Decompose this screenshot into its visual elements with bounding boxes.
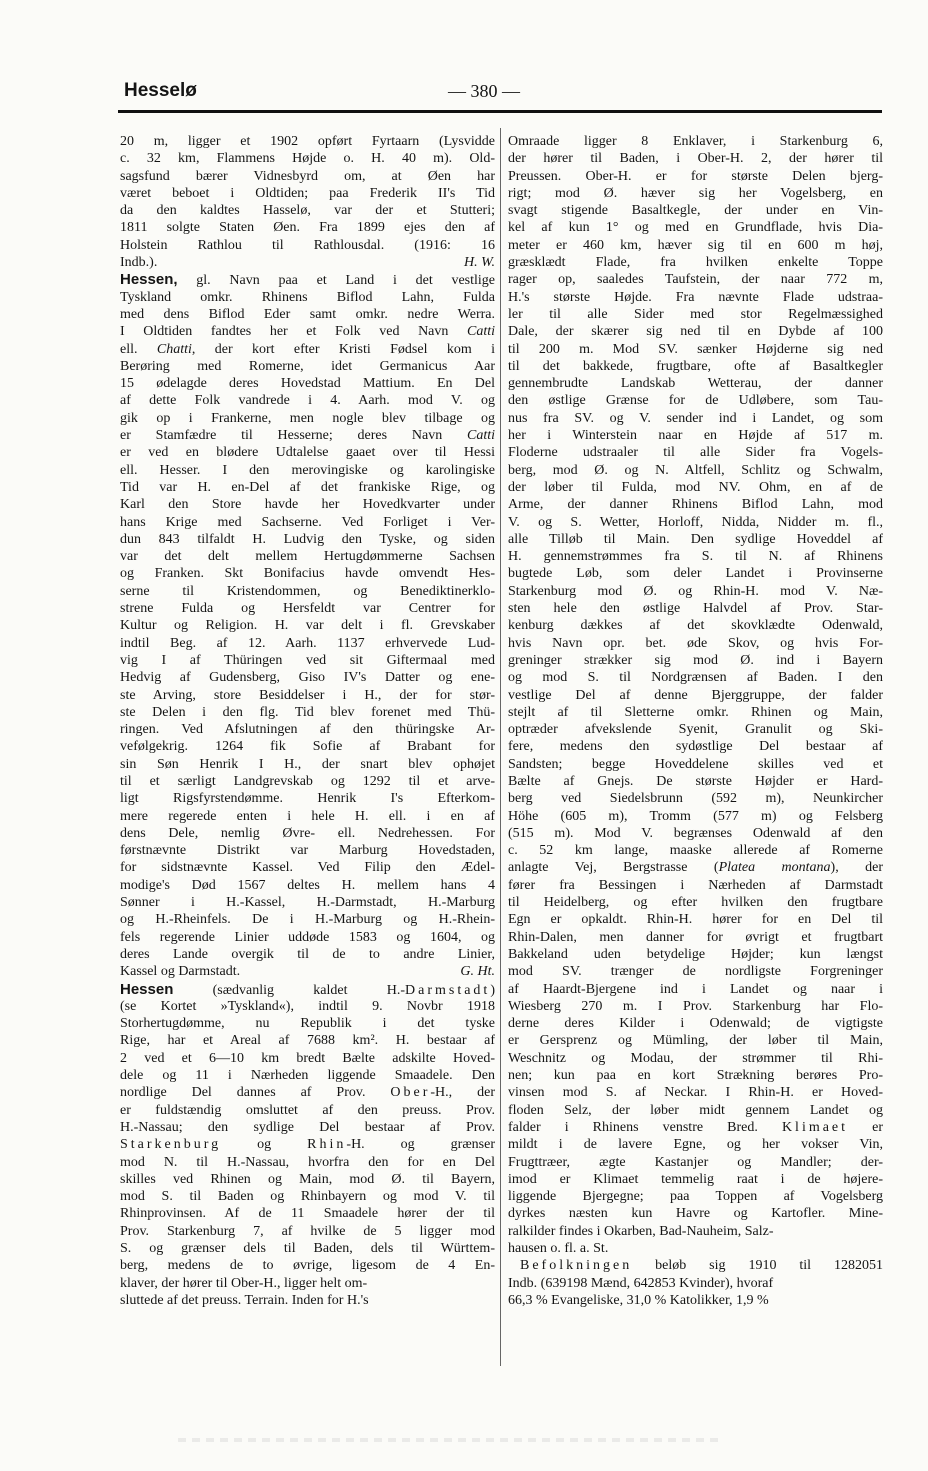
text-line: I Oldtiden fandtes her et Folk ved Navn Catti	[120, 324, 495, 340]
text-line: H.-Nassau; den sydlige Del bestaar af Prov.	[120, 1119, 495, 1135]
text-line: H. gennemstrømmes fra S. til N. af Rhinens	[508, 549, 883, 565]
text-line: serne til Kristendommen, og Benediktinerklo-	[120, 583, 495, 599]
text-line: indtil Beg. af 12. Aarh. 1137 erhvervede Lud-	[120, 635, 495, 651]
text-line: Rhin-Dalen, men danner for øvrigt et frugtbart	[508, 929, 883, 945]
text-line: kel af kun 1° og med en Grundflade, hvis Dia-	[508, 220, 883, 236]
text-line: dele og 11 i Nærheden liggende Smaadele. Den	[120, 1068, 495, 1084]
text-line: græsklædt Flade, fra hvilken enkelte Toppe	[508, 255, 883, 271]
text-line: er fuldstændig omsluttet af den preuss. Prov.	[120, 1102, 495, 1118]
text-line: nordlige Del dannes af Prov. Ober-H., der	[120, 1085, 495, 1101]
text-line: Dale, der skærer sig ned til en Dybde af 100	[508, 324, 883, 340]
text-line: Storhertugdømme, nu Republik i det tyske	[120, 1016, 495, 1032]
text-line: Tyskland omkr. Rhinens Biflod Lahn, Fulda	[120, 289, 495, 305]
text-line: hvis Navn opr. bet. øde Skov, og hvis For-	[508, 635, 883, 651]
text-line: Höhe (605 m), Tromm (577 m) og Felsberg	[508, 808, 883, 824]
text-line: sagsfund bærer Vidnesbyrd om, at Øen har	[120, 168, 495, 184]
text-line: gik op i Frankerne, men nogle blev tilbage og	[120, 410, 495, 426]
text-line: og H.-Rheinfels. De i H.-Marburg og H.-Rhein-	[120, 912, 495, 928]
text-line: floden Selz, der løber midt gennem Landet og	[508, 1102, 883, 1118]
text-line: 15 ødelagde deres Hovedstad Mattium. En Del	[120, 376, 495, 392]
text-line: Wiesberg 270 m. I Prov. Starkenburg har Flo-	[508, 998, 883, 1014]
text-line: Hedvig af Gudensberg, Giso IV's Datter og ene-	[120, 670, 495, 686]
text-line: dun 843 tilfaldt H. Ludvig den Tyske, og siden	[120, 531, 495, 547]
text-line: svagt stigende Basaltkegle, der under en Vin-	[508, 203, 883, 219]
text-line: mildt i de lavere Egne, og her vokser Vin,	[508, 1137, 883, 1153]
text-line: til 200 m. Mod SV. sænker Højderne sig ned	[508, 341, 883, 357]
text-line: 66,3 % Evangeliske, 31,0 % Katolikker, 1,9 %	[508, 1292, 769, 1308]
text-line: med dens Biflod Eder samt omkr. nedre Werra.	[120, 306, 495, 322]
column-divider	[500, 128, 501, 1366]
text-line: stejlt af til Sletterne omkr. Rhinen og Main,	[508, 704, 883, 720]
text-line: greninger strækker sig mod Ø. ind i Bayern	[508, 652, 883, 668]
text-line: imod er Klimaet temmelig raat i de højere-	[508, 1171, 883, 1187]
text-line: liggende Bjergegne; paa Toppen af Vogelsberg	[508, 1189, 883, 1205]
text-line: kenburg dækkes af det skovklædte Odenwald,	[508, 618, 883, 634]
text-line: strene Fulda og Hersfeldt var Centrer for	[120, 601, 495, 617]
text-line: Holstein Rathlou til Rathlousdal. (1916: 16	[120, 237, 495, 253]
text-line: mere regerede enten i hele H. ell. i en af	[120, 808, 495, 824]
text-line: 20 m, ligger et 1902 opført Fyrtaarn (Lysvidde	[120, 134, 495, 149]
text-line: af dette Folk vandrede i 4. Aarh. mod V. og	[120, 393, 495, 409]
text-line: fere, medens den sydøstlige Del bestaar af	[508, 739, 883, 755]
text-line: ell. Hesser. I den merovingiske og karolingiske	[120, 462, 495, 478]
text-line: 1811 solgte Staten Øen. Fra 1899 ejes den af	[120, 220, 495, 236]
text-line: meter er 460 km, hæver sig til en 600 m høj,	[508, 237, 883, 253]
left-column	[120, 133, 495, 1309]
text-line: der hører til Baden, i Ober-H. 2, der hører til	[508, 151, 883, 167]
text-line: 2 ved et 6—10 km bredt Bælte adskilte Hoved-	[120, 1050, 495, 1066]
text-line: ringen. Ved Afslutningen af den thüringske Ar-	[120, 722, 495, 738]
text-line: sin Søn Henrik I H., der snart blev ophøjet	[120, 756, 495, 772]
text-line: Weschnitz og Modau, der strømmer til Rhi-	[508, 1050, 883, 1066]
text-line: til Heidelberg, og efter hvilken den frugtbare	[508, 895, 883, 911]
text-line: ligt Rigsfyrstendømme. Henrik I's Efterkom-	[120, 791, 495, 807]
text-line: Berøring med Romerne, idet Germanicus Aar	[120, 358, 495, 374]
text-line: H.'s største Højde. Fra nævnte Flade udstraa-	[508, 289, 883, 305]
text-line: Starkenburg mod Ø. og Rhin-H. mod V. Næ-	[508, 583, 883, 599]
text-line: ler til alle Sider med stor Regelmæssighed	[508, 306, 883, 322]
text-line: rigt; mod Ø. hæver sig her Vogelsberg, en	[508, 185, 883, 201]
page-number: — 380 —	[448, 81, 520, 101]
text-line: mod SV. trænger de nordligste Forgreninger	[508, 964, 883, 980]
text-line: Prov. Starkenburg 7, af hvilke de 5 ligger mod	[120, 1223, 495, 1239]
text-line: vestlige Del af denne Bjerggruppe, der falder	[508, 687, 883, 703]
text-line: fører fra Bessingen i Nærheden af Darmstadt	[508, 877, 883, 893]
text-line: Sønner i H.-Kassel, H.-Darmstadt, H.-Marburg	[120, 895, 495, 911]
text-line: alle Tilløb til Main. Den sydlige Hoveddel af	[508, 531, 883, 547]
text-line: og Franken. Skt Bonifacius havde omvendt Hes-	[120, 566, 495, 582]
text-line: klaver, der hører til Ober-H., ligger helt om-	[120, 1275, 368, 1291]
text-line: ste Arving, store Besiddelser i H., der for stør-	[120, 687, 495, 703]
text-line: anlagte Vej, Bergstrasse (Platea montana), der	[508, 860, 883, 876]
bottom-scan-artifact	[178, 1438, 718, 1442]
text-line: den østlige Grænse for de Udløbere, som Tau-	[508, 393, 883, 409]
text-line: Bakkeland uden betydelige Højder; kun længst	[508, 946, 883, 962]
text-line: Arme, der danner Rhinens Biflod Lahn, mod	[508, 497, 883, 513]
text-line: vinsen mod S. af Neckar. I Rhin-H. er Hoved-	[508, 1085, 883, 1101]
text-line: Indb. (639198 Mænd, 642853 Kvinder), hvoraf	[508, 1275, 774, 1291]
text-line: dyrkes næsten kun Havre og Kartofler. Mine-	[508, 1206, 883, 1222]
text-line: mod S. til Baden og Rhinbayern og mod V. til	[120, 1189, 495, 1205]
text-line: Kultur og Religion. H. var delt i fl. Grevskaber	[120, 618, 495, 634]
text-line: Kassel og Darmstadt. G. Ht.	[120, 964, 495, 980]
text-line: Frugttræer, ægte Kastanjer og Mandler; der-	[508, 1154, 883, 1170]
text-line: Starkenburg og Rhin-H. og grænser	[120, 1137, 495, 1153]
text-line: nen; kun paa en kort Strækning berøres Pro-	[508, 1068, 883, 1084]
text-line: (se Kortet »Tyskland«), indtil 9. Novbr 1918	[120, 998, 495, 1014]
text-line: Egn er opkaldt. Rhin-H. hører for en Del til	[508, 912, 883, 928]
text-line: derne deres Kilder i Odenwald; de vigtigste	[508, 1016, 883, 1032]
text-line: (515 m). Mod V. begrænses Odenwald af den	[508, 825, 883, 841]
text-line: hausen o. fl. a. St.	[508, 1241, 609, 1256]
text-line: Indb.). H. W.	[120, 255, 495, 271]
text-line: S. og grænser dels til Baden, dels til Württem-	[120, 1241, 495, 1256]
text-line: er Stamfædre til Hesserne; deres Navn Catti	[120, 428, 495, 444]
right-column	[508, 133, 883, 1309]
text-line: været beboet i Oldtiden; paa Frederik II's Tid	[120, 185, 495, 201]
text-line: Karl den Store havde her Hovedkvarter under	[120, 497, 495, 513]
text-line: førstnævnte Distrikt var Marburg Hovedstaden,	[120, 843, 495, 859]
text-line: for sidstnævnte Kassel. Ved Filip den Ædel-	[120, 860, 495, 876]
text-line: her i Winterstein naar en Højde af 517 m.	[508, 428, 883, 444]
text-line: Floderne udstraaler til alle Sider fra Vogels-	[508, 445, 883, 461]
text-line: modige's Død 1567 deltes H. mellem hans 4	[120, 877, 495, 893]
text-line: Rhinprovinsen. Af de 11 Smaadele hører der til	[120, 1206, 495, 1222]
text-line: til et særligt Landgrevskab og 1292 til et arve-	[120, 773, 495, 789]
text-line: V. og S. Wetter, Horloff, Nidda, Nidder m. fl.,	[508, 514, 883, 530]
text-line: vig I af Thüringen ved sit Giftermaal med	[120, 652, 495, 668]
text-line: vefølgekrig. 1264 fik Sofie af Brabant for	[120, 739, 495, 755]
text-line: Tid var H. en-Del af det frankiske Rige, og	[120, 479, 495, 495]
text-line: Bælte af Gnejs. De største Højder er Hard-	[508, 773, 883, 789]
text-line: gennembrudte Landskab Wetterau, der danner	[508, 376, 883, 392]
text-line: deres Lande overgik til de to andre Linier,	[120, 946, 495, 962]
text-line: Hessen (sædvanlig kaldet H.-Darmstadt)	[120, 980, 495, 998]
text-line: berg ved Siedelsbrunn (592 m), Neunkircher	[508, 791, 883, 807]
text-line: c. 32 km, Flammens Højde o. H. 40 m). Old-	[120, 151, 495, 167]
text-line: hans Krige med Sachserne. Ved Forliget i Ver-	[120, 514, 495, 530]
text-line: var det delt mellem Hertugdømmerne Sachsen	[120, 549, 495, 565]
text-line: skilles ved Rhinen og Main, mod Ø. til Bayern,	[120, 1171, 495, 1187]
text-line: mod N. til H.-Nassau, hvorfra den for en Del	[120, 1154, 495, 1170]
text-line: sluttede af det preuss. Terrain. Inden for H.'s	[120, 1292, 369, 1308]
text-line: er ved en blødere Udtalelse gaaet over til Hessi	[120, 445, 495, 461]
text-line: optræder afvekslende Syenit, Granulit og Ski-	[508, 722, 883, 738]
text-line: og mod S. til Nordgrænsen af Baden. I den	[508, 670, 883, 686]
text-line: bugtede Løb, som deler Landet i Provinserne	[508, 566, 883, 582]
text-line: berg, mod Ø. og N. Altfell, Schlitz og Schwalm,	[508, 462, 883, 478]
text-line: falder i Rhinens venstre Bred. Klimaet er	[508, 1119, 883, 1135]
text-line: Sandsten; begge Hoveddelene skilles ved et	[508, 756, 883, 772]
text-line: til det bakkede, frugtbare, ofte af Basaltkegler	[508, 358, 883, 374]
text-line: rager op, saaledes Taufstein, der naar 772 m,	[508, 272, 883, 288]
text-line: Preussen. Ober-H. er for største Delen bjerg-	[508, 168, 883, 184]
text-line: Rige, har et Areal af 7688 km². H. bestaar af	[120, 1033, 495, 1049]
header-rule	[118, 110, 882, 113]
text-line: Omraade ligger 8 Enklaver, i Starkenburg 6,	[508, 134, 883, 149]
text-line: Hessen, gl. Navn paa et Land i det vestlige	[120, 271, 495, 289]
text-line: c. 52 km lange, maaske allerede af Romerne	[508, 843, 883, 859]
text-line: ralkilder findes i Okarben, Bad-Nauheim, Salz-	[508, 1223, 774, 1239]
text-line: ell. Chatti, der kort efter Kristi Fødsel kom i	[120, 341, 495, 357]
text-line: berg, medens de to øvrige, ligesom de 4 En-	[120, 1258, 495, 1274]
text-line: der løber til Fulda, mod NV. Ohm, en af de	[508, 479, 883, 495]
text-line: sten hele den østlige Halvdel af Prov. Star-	[508, 601, 883, 617]
text-line: Befolkningen beløb sig 1910 til 1282051	[520, 1258, 883, 1274]
text-line: er Gersprenz og Mümling, der løber til Main,	[508, 1033, 883, 1049]
text-line: dens Dele, nemlig Øvre- ell. Nedrehessen. For	[120, 825, 495, 841]
text-line: da den kaldtes Hasselø, var der et Stutteri;	[120, 203, 495, 219]
text-line: fels regerende Linier uddøde 1583 og 1604, og	[120, 929, 495, 945]
running-headword: Hesselø	[124, 80, 197, 101]
text-line: af Haardt-Bjergene ind i Landet og naar i	[508, 981, 883, 997]
text-line: nus fra SV. og V. sender ind i Landet, og som	[508, 410, 883, 426]
text-line: ste Delen i den flg. Tid blev forenet med Thü-	[120, 704, 495, 720]
